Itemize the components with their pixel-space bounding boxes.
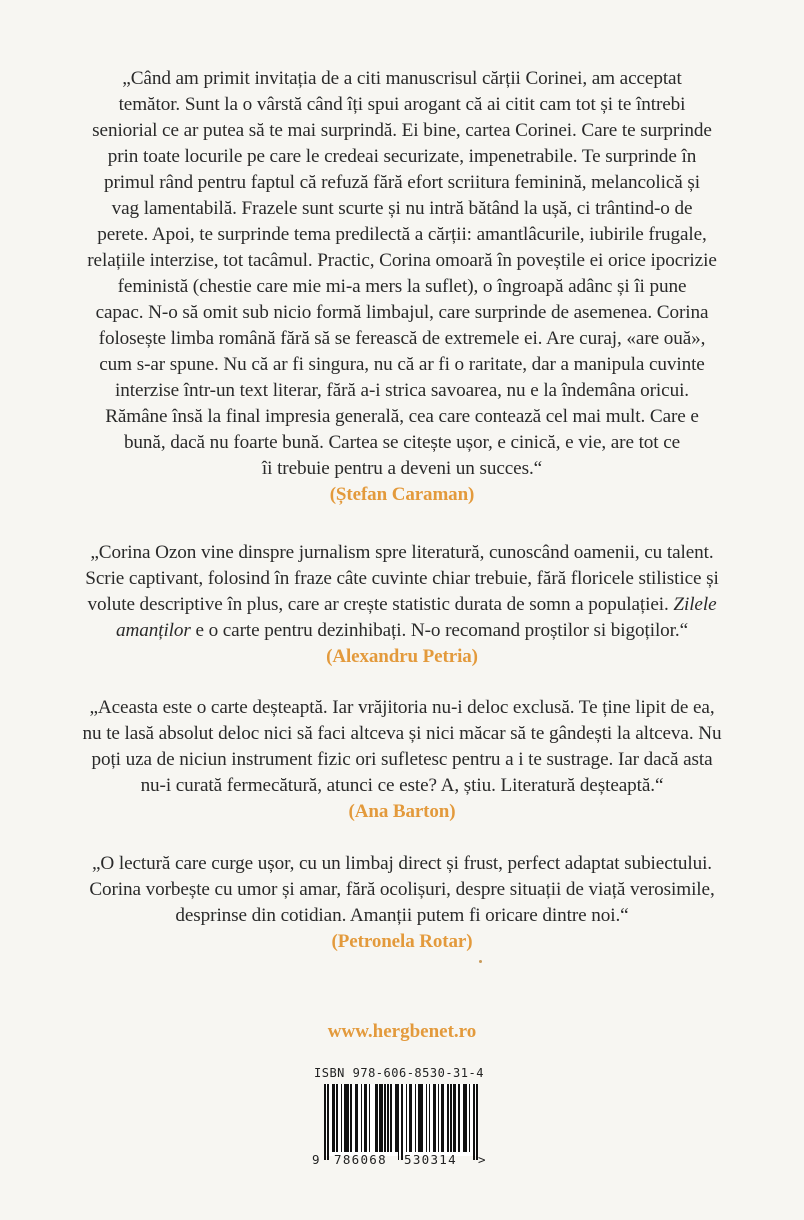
barcode-bar xyxy=(469,1084,471,1152)
quote-line: perete. Apoi, te surprinde tema predilectă a cărții: amantlâcurile, iubirile frugale, xyxy=(97,224,707,245)
quote-line: temător. Sunt la o vârstă când îți spui arogant că ai citit cam tot și te întrebi xyxy=(118,94,686,115)
quote-line: feministă (chestie care mie mi-a mers la suflet), o îngroapă adânc și îi pune xyxy=(117,276,687,297)
barcode-bar xyxy=(466,1084,468,1152)
barcode-bar xyxy=(429,1084,431,1152)
barcode-bar xyxy=(361,1084,363,1152)
quote-line: cum s-ar spune. Nu că ar fi singura, nu că ar fi o raritate, dar a manipula cuvinte xyxy=(99,354,705,375)
barcode-bar xyxy=(356,1084,358,1152)
book-title-italic: Zilele xyxy=(673,594,717,615)
book-title-italic: amanților xyxy=(115,620,191,641)
quote-line: seniorial ce ar putea să te mai surprindă. Ei bine, cartea Corinei. Care te surprinde xyxy=(92,120,712,141)
barcode-bar xyxy=(410,1084,412,1152)
barcode-bar xyxy=(398,1084,400,1160)
barcode-bar xyxy=(347,1084,349,1152)
quote-line: Corina vorbește cu umor și amar, fără ocolișuri, despre situații de viață verosimile, xyxy=(89,879,715,900)
barcode-bar xyxy=(421,1084,423,1152)
review-quote-2 xyxy=(66,540,738,670)
barcode-bar xyxy=(455,1084,457,1152)
speck-mark xyxy=(479,960,482,963)
isbn-barcode xyxy=(310,1064,496,1167)
quote-line: folosește limba română fără să se ferească de extremele ei. Are curaj, «are ouă», xyxy=(98,328,706,349)
barcode-bar xyxy=(458,1084,460,1152)
barcode-bar xyxy=(366,1084,368,1152)
barcode-bar xyxy=(376,1084,378,1152)
quote-author: (Ana Barton) xyxy=(348,801,456,822)
barcode-bar xyxy=(336,1084,338,1152)
barcode-bar xyxy=(447,1084,449,1152)
quote-line: „O lectură care curge ușor, cu un limbaj direct și frust, perfect adaptat subiectului. xyxy=(91,853,712,874)
quote-line: prin toate locurile pe care le credeai securizate, impenetrabile. Te surprinde în xyxy=(107,146,697,167)
barcode-bar xyxy=(384,1084,386,1152)
quote-line: Rămâne însă la final impresia generală, cea care contează cel mai mult. Care e xyxy=(105,406,699,427)
barcode-bar xyxy=(327,1084,329,1160)
barcode-bar xyxy=(390,1084,392,1152)
barcode-digit-end: > xyxy=(478,1152,486,1167)
quote-line: nu-i curată fermecătură, atunci ce este? A, știu. Literatură deșteaptă.“ xyxy=(140,775,664,796)
barcode-bar xyxy=(438,1084,440,1152)
barcode-digits-left: 786068 xyxy=(334,1152,387,1167)
quote-line: „Aceasta este o carte deșteaptă. Iar vrăjitoria nu-i deloc exclusă. Te ține lipit de ea, xyxy=(89,697,715,718)
quote-line: primul rând pentru faptul că refuză fără efort scriitura feminină, melancolică și xyxy=(103,172,701,193)
barcode-bar xyxy=(406,1084,408,1152)
barcode-bar xyxy=(443,1084,445,1152)
quote-text: e o carte pentru dezinhibați. N-o recomand proștilor si bigoților.“ xyxy=(190,620,689,641)
quote-author: (Ștefan Caraman) xyxy=(329,484,475,505)
quote-line xyxy=(66,592,738,618)
isbn-label: ISBN 978-606-8530-31-4 xyxy=(314,1066,484,1080)
barcode-bar xyxy=(435,1084,437,1152)
review-quote-4 xyxy=(66,851,738,955)
quote-line: Scrie captivant, folosind în fraze câte cuvinte chiar trebuie, fără floricele stilistice și xyxy=(85,568,719,589)
barcode-bar xyxy=(381,1084,383,1152)
barcode-digits-right: 530314 xyxy=(404,1152,457,1167)
quote-line: „Corina Ozon vine dinspre jurnalism spre literatură, cunoscând oamenii, cu talent. xyxy=(90,542,714,563)
barcode-bar xyxy=(333,1084,335,1152)
quote-line: capac. N-o să omit sub nicio formă limbajul, care surprinde de asemenea. Corina xyxy=(95,302,709,323)
barcode-bar xyxy=(387,1084,389,1152)
quote-author: (Alexandru Petria) xyxy=(326,646,478,667)
barcode-bar xyxy=(324,1084,326,1160)
quote-text: volute descriptive în plus, care ar crește statistic durata de somn a populației. xyxy=(87,594,669,615)
quote-line: interzise într-un text literar, fără a-i strica savoarea, nu e la îndemâna oricui. xyxy=(115,380,689,401)
barcode-bar xyxy=(401,1084,403,1160)
barcode-bar xyxy=(473,1084,475,1160)
barcode-digit-first: 9 xyxy=(312,1152,320,1167)
barcode-bar xyxy=(415,1084,417,1152)
quote-line: „Când am primit invitația de a citi manuscrisul cărții Corinei, am acceptat xyxy=(122,68,682,89)
review-quote-1 xyxy=(66,66,738,508)
barcode-bar xyxy=(476,1084,478,1160)
quote-line: îi trebuie pentru a deveni un succes.“ xyxy=(261,458,543,479)
quote-line xyxy=(66,618,738,644)
barcode-bar xyxy=(426,1084,428,1152)
quote-line: desprinse din cotidian. Amanții putem fi oricare dintre noi.“ xyxy=(175,905,629,926)
quote-line: poți uza de niciun instrument fizic ori sufletesc pentru a i te sustrage. Iar dacă asta xyxy=(91,749,713,770)
review-quote-3 xyxy=(66,695,738,825)
quote-line: relațiile interzise, tot tacâmul. Practic, Corina omoară în poveștile ei orice ipocrizie xyxy=(87,250,717,271)
quote-author: (Petronela Rotar) xyxy=(331,931,473,952)
barcode-bars xyxy=(324,1084,478,1156)
barcode-bar xyxy=(341,1084,343,1152)
barcode-bar xyxy=(450,1084,452,1152)
quote-line: bună, dacă nu foarte bună. Cartea se citește ușor, e cinică, e vie, are tot ce xyxy=(123,432,681,453)
barcode-bar xyxy=(369,1084,371,1152)
barcode-bar xyxy=(350,1084,352,1152)
quote-line: vag lamentabilă. Frazele sunt scurte și nu intră bătând la ușă, ci trântind-o de xyxy=(111,198,693,219)
quote-line: nu te lasă absolut deloc nici să faci altceva și nici măcar să te gândești la altceva. Nu xyxy=(82,723,722,744)
publisher-website[interactable]: www.hergbenet.ro xyxy=(327,1021,477,1042)
